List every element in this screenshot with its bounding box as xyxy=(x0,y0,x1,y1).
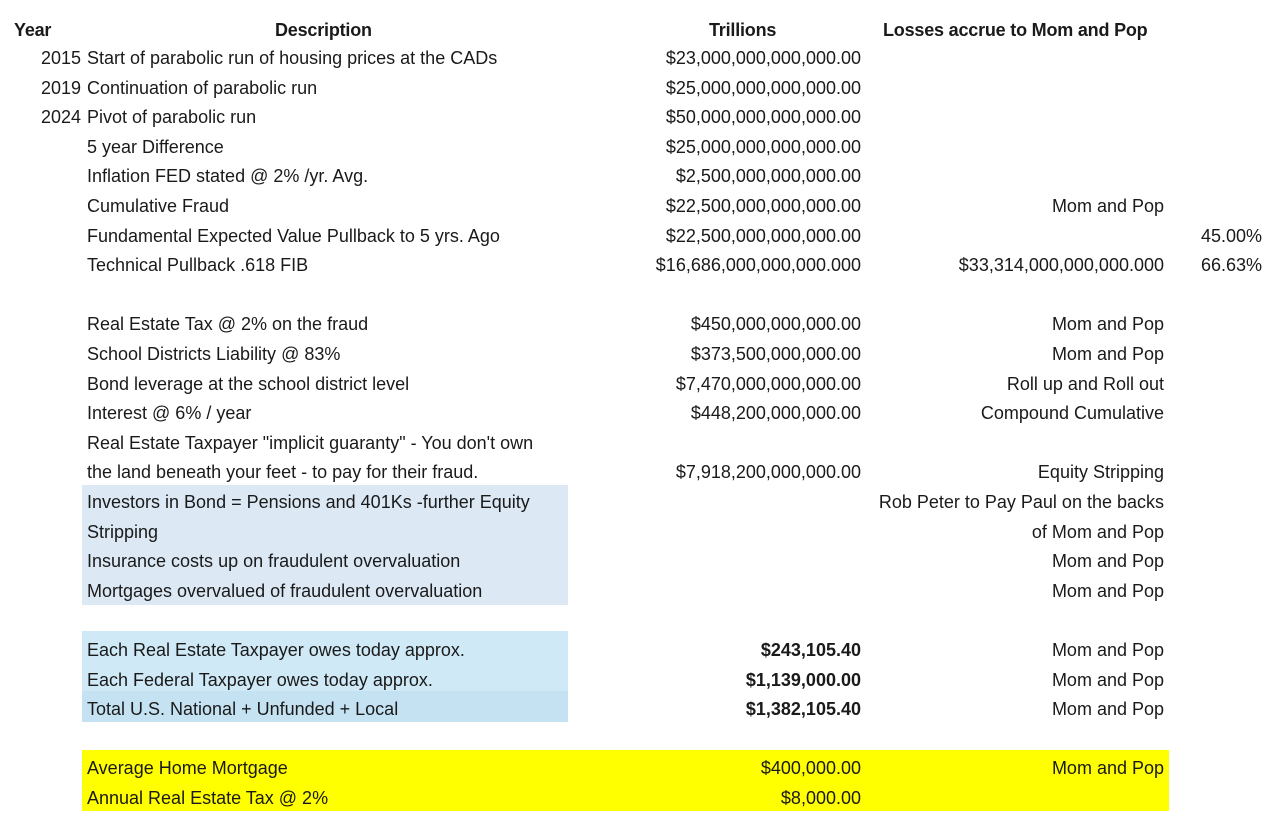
table-row xyxy=(0,577,1280,606)
table-row xyxy=(0,162,1280,191)
cell-description: Investors in Bond = Pensions and 401Ks -further Equity xyxy=(87,492,530,512)
cell-description: Stripping xyxy=(87,521,159,542)
cell-amount: $7,470,000,000,000.00 xyxy=(675,373,861,394)
table-row xyxy=(0,192,1280,221)
cell-description: Continuation of parabolic run xyxy=(87,77,318,98)
cell-description: Bond leverage at the school district level xyxy=(87,373,410,394)
table-row xyxy=(0,458,1280,487)
table-row xyxy=(0,103,1280,132)
cell-description: Technical Pullback .618 FIB xyxy=(87,255,309,276)
cell-description: Real Estate Tax @ 2% on the fraud xyxy=(87,314,369,335)
cell-amount: $450,000,000,000.00 xyxy=(690,314,861,335)
cell-percent: 66.63% xyxy=(1200,255,1262,276)
cell-description: Cumulative Fraud xyxy=(87,196,230,216)
cell-description: Inflation FED stated @ 2% /yr. Avg. xyxy=(87,166,369,187)
cell-description: Interest @ 6% / year xyxy=(87,403,252,424)
cell-amount: $22,500,000,000,000.00 xyxy=(665,196,861,216)
cell-loss: Mom and Pop xyxy=(1051,580,1164,601)
cell-description: the land beneath your feet - to pay for their fraud. xyxy=(87,462,479,483)
cell-amount: $50,000,000,000,000.00 xyxy=(665,107,861,128)
cell-amount: $243,105.40 xyxy=(760,640,861,660)
table-row xyxy=(0,340,1280,369)
cell-amount: $373,500,000,000.00 xyxy=(690,344,861,364)
table-row xyxy=(0,222,1280,251)
cell-loss: Compound Cumulative xyxy=(980,403,1164,424)
table-row xyxy=(0,370,1280,399)
cell-loss: Mom and Pop xyxy=(1051,196,1164,216)
cell-loss: Mom and Pop xyxy=(1051,314,1164,335)
cell-year: 2015 xyxy=(40,48,81,68)
cell-description: Fundamental Expected Value Pullback to 5 yrs. Ago xyxy=(87,225,500,246)
header-losses: Losses accrue to Mom and Pop xyxy=(883,20,1148,40)
cell-loss: Mom and Pop xyxy=(1051,551,1164,572)
cell-amount: $25,000,000,000,000.00 xyxy=(665,136,861,157)
table-row xyxy=(0,784,1280,813)
table-row xyxy=(0,281,1280,310)
cell-loss: Roll up and Roll out xyxy=(1006,373,1164,394)
cell-amount: $2,500,000,000,000.00 xyxy=(675,166,861,187)
cell-description: 5 year Difference xyxy=(87,136,224,157)
cell-loss: of Mom and Pop xyxy=(1031,521,1164,542)
cell-loss: $33,314,000,000,000.000 xyxy=(958,255,1164,276)
table-row xyxy=(0,695,1280,724)
table-row xyxy=(0,310,1280,339)
cell-amount: $16,686,000,000,000.000 xyxy=(655,255,861,276)
cell-year: 2019 xyxy=(40,77,81,98)
table-row xyxy=(0,666,1280,695)
cell-amount: $1,139,000.00 xyxy=(745,669,861,690)
table-row xyxy=(0,606,1280,635)
table-row xyxy=(0,725,1280,754)
header-year: Year xyxy=(14,20,52,40)
cell-loss: Mom and Pop xyxy=(1051,344,1164,364)
cell-loss: Mom and Pop xyxy=(1051,699,1164,720)
cell-amount: $8,000.00 xyxy=(780,788,861,808)
header-trillions: Trillions xyxy=(709,20,777,40)
header-description: Description xyxy=(275,20,372,40)
cell-description: Start of parabolic run of housing prices at the CADs xyxy=(87,48,498,68)
cell-amount: $23,000,000,000,000.00 xyxy=(665,48,861,68)
cell-amount: $1,382,105.40 xyxy=(745,699,861,720)
cell-description: Total U.S. National + Unfunded + Local xyxy=(87,699,399,720)
cell-amount: $22,500,000,000,000.00 xyxy=(665,225,861,246)
cell-loss: Mom and Pop xyxy=(1051,758,1164,779)
table-row xyxy=(0,429,1280,458)
cell-loss: Mom and Pop xyxy=(1051,640,1164,660)
cell-description: Annual Real Estate Tax @ 2% xyxy=(87,788,329,808)
table-row xyxy=(0,547,1280,576)
cell-description: Insurance costs up on fraudulent overvaluation xyxy=(87,551,461,572)
cell-description: Average Home Mortgage xyxy=(87,758,288,779)
table-row xyxy=(0,399,1280,428)
table-row xyxy=(0,518,1280,547)
cell-loss: Equity Stripping xyxy=(1037,462,1164,483)
cell-amount: $448,200,000,000.00 xyxy=(690,403,861,424)
table-row xyxy=(0,636,1280,665)
cell-amount: $7,918,200,000,000.00 xyxy=(675,462,861,483)
cell-description: Mortgages overvalued of fraudulent overvaluation xyxy=(87,580,483,601)
cell-description: Pivot of parabolic run xyxy=(87,107,257,128)
table-row xyxy=(0,754,1280,783)
cell-percent: 45.00% xyxy=(1200,225,1262,246)
cell-loss: Rob Peter to Pay Paul on the backs xyxy=(878,492,1164,512)
table-row xyxy=(0,74,1280,103)
table-row xyxy=(0,133,1280,162)
cell-amount: $400,000.00 xyxy=(760,758,861,779)
table-row xyxy=(0,44,1280,73)
cell-amount: $25,000,000,000,000.00 xyxy=(665,77,861,98)
cell-description: Each Real Estate Taxpayer owes today approx. xyxy=(87,640,465,660)
cell-loss: Mom and Pop xyxy=(1051,669,1164,690)
table-row xyxy=(0,488,1280,517)
cell-description: Each Federal Taxpayer owes today approx. xyxy=(87,669,433,690)
cell-year: 2024 xyxy=(40,107,81,128)
cell-description: School Districts Liability @ 83% xyxy=(87,344,341,364)
table-row xyxy=(0,251,1280,280)
cell-description: Real Estate Taxpayer "implicit guaranty" - You don't own xyxy=(87,432,534,453)
